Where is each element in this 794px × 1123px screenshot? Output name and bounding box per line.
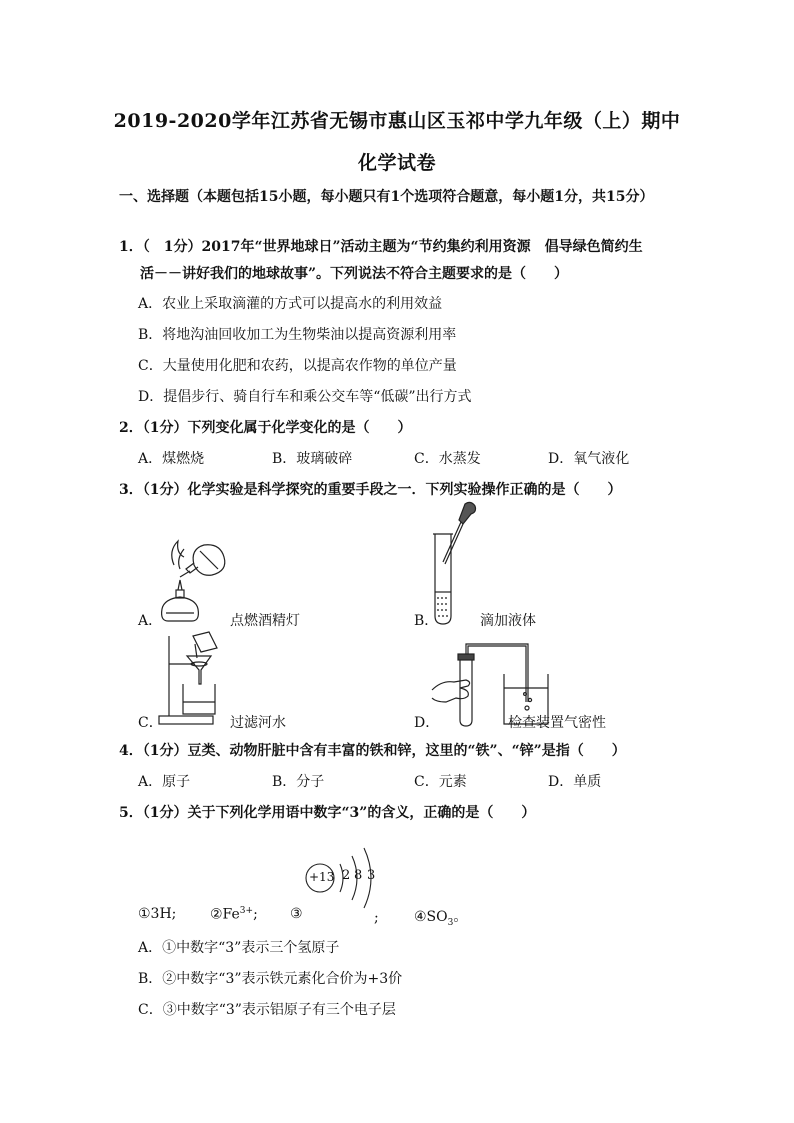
q3-option-c-caption: 过滤河水: [230, 715, 286, 731]
q3-stem: 3．（1分）化学实验是科学探究的重要手段之一．下列实验操作正确的是（ ）: [119, 482, 622, 498]
q1-stem-line1: 1．（ 1分）2017年“世界地球日”活动主题为“节约集约利用资源 倡导绿色简约生: [119, 239, 643, 255]
q5-option-a: A．①中数字“3”表示三个氢原子: [138, 940, 340, 956]
q1-option-b: B．将地沟油回收加工为生物柴油以提高资源利用率: [138, 327, 457, 343]
q5-stem: 5．（1分）关于下列化学用语中数字“3”的含义，正确的是（ ）: [119, 805, 536, 821]
q5-option-c: C．③中数字“3”表示铝原子有三个电子层: [138, 1002, 396, 1018]
q3-option-d-letter: D．: [414, 715, 440, 731]
q4-stem: 4．（1分）豆类、动物肝脏中含有丰富的铁和锌，这里的“铁”、“锌”是指（ ）: [119, 743, 626, 759]
q5-item-2: $②Fe^{3+}$;: [210, 906, 258, 923]
alcohol-lamp-figure: [150, 535, 240, 627]
q3-option-b-caption: 滴加液体: [480, 613, 536, 629]
q2-stem: 2．（1分）下列变化属于化学变化的是（ ）: [119, 420, 412, 436]
atom-shell-1: 2: [342, 868, 351, 883]
q5-item-4: $④SO_3$。: [414, 909, 468, 928]
q3-option-a-letter: A．: [138, 613, 163, 629]
q1-option-c: C．大量使用化肥和农药，以提高农作物的单位产量: [138, 358, 457, 374]
dropper-test-tube-figure: [425, 500, 485, 628]
q1-option-a: A．农业上采取滴灌的方式可以提高水的利用效益: [138, 296, 443, 312]
atom-shell-3: 3: [367, 868, 376, 883]
q2-option-d: D．氧气液化: [548, 451, 630, 467]
q3-option-d-caption: 检查装置气密性: [508, 715, 606, 731]
q2-option-b: B．玻璃破碎: [272, 451, 353, 467]
q4-option-d: D．单质: [548, 774, 602, 790]
q1-stem-line2: 活－－讲好我们的地球故事”。下列说法不符合主题要求的是（ ）: [140, 266, 569, 282]
q5-option-b: B．②中数字“3”表示铁元素化合价为+3价: [138, 971, 403, 987]
q4-option-c: C．元素: [414, 774, 467, 790]
exam-title-line1: 2019-2020学年江苏省无锡市惠山区玉祁中学九年级（上）期中: [113, 110, 681, 132]
q3-option-c-letter: C．: [138, 715, 163, 731]
atom-shell-2: 8: [354, 868, 363, 883]
section-heading: 一、选择题（本题包括15小题，每小题只有1个选项符合题意，每小题1分，共15分）: [119, 189, 654, 205]
q4-option-a: A．原子: [138, 774, 191, 790]
q1-option-d: D．提倡步行、骑自行车和乘公交车等“低碳”出行方式: [138, 389, 472, 405]
q5-item-3: ③: [290, 906, 303, 922]
q4-option-b: B．分子: [272, 774, 325, 790]
q3-option-b-letter: B．: [414, 613, 439, 629]
atom-nucleus-label: +13: [309, 870, 335, 884]
q2-option-c: C．水蒸发: [414, 451, 481, 467]
exam-title-line2: 化学试卷: [357, 152, 436, 174]
filtration-figure: [155, 630, 225, 726]
q3-option-a-caption: 点燃酒精灯: [230, 613, 300, 629]
q2-option-a: A．煤燃烧: [138, 451, 205, 467]
q5-item-3-end: ;: [374, 910, 379, 926]
q5-item-1: ①3H;: [138, 906, 177, 922]
